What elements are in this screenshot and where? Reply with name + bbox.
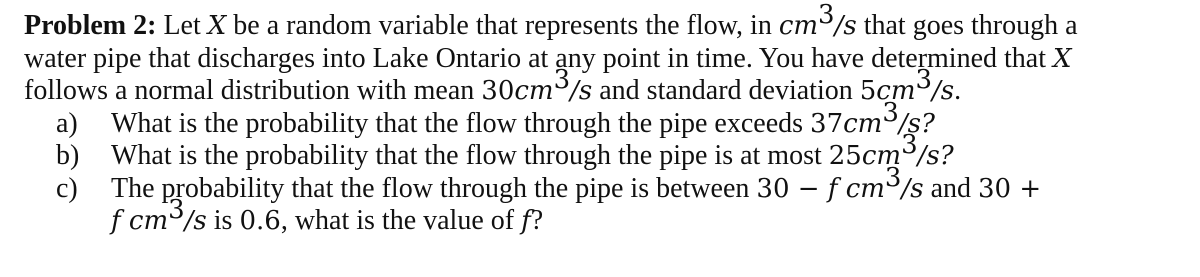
threshold-value: 37 [810,108,844,139]
math-variable-f: f [827,173,838,204]
math-variable-x: X [207,11,227,41]
problem-line-2 [24,43,1184,76]
text-segment: that goes through a [856,10,1078,41]
text-segment: What is the probability that the flow through the pipe is at most [111,140,829,171]
unit-exponent: 3 [884,162,902,193]
math-variable-x: X [1053,43,1072,74]
unit-exponent: 3 [168,195,185,225]
math-expression: 30 − [756,173,828,204]
unit-cm: cm [837,173,885,204]
unit-per-second: /s [901,173,924,204]
unit-cm: cm [778,11,819,41]
threshold-value: 25 [828,141,862,171]
unit-per-second: /s [834,11,857,41]
list-item-c [24,162,1184,206]
unit-exponent: 3 [553,65,571,95]
text-segment: be a random variable that represents the flow, in [226,10,779,41]
item-marker: c) [56,172,78,204]
item-marker: b) [56,140,80,171]
text-segment: . [954,75,962,106]
problem-document [24,0,1184,238]
text-segment: ? [530,205,544,236]
text-segment: Let [156,10,208,41]
unit-exponent: 3 [818,0,835,30]
item-marker: a) [56,107,78,139]
unit-per-second: /s [184,206,207,236]
list-item-b [24,130,1184,173]
unit-exponent: 3 [915,65,933,95]
unit-cm: cm [861,141,902,171]
unit-per-second: /s [570,76,593,106]
text-segment: What is the probability that the flow through the pipe exceeds [111,107,811,139]
mean-value: 30 [481,76,515,106]
text-segment: is [206,205,240,236]
unit-cm: cm [843,108,883,139]
sd-value: 5 [859,76,877,106]
list-item-a [24,97,1184,141]
text-segment: water pipe that discharges into Lake Ontario at any point in time. You have determined that [24,42,1053,74]
list-item-c-continuation [24,195,1184,238]
math-expression: 30 + [978,173,1042,204]
problem-line-1 [24,0,1184,43]
unit-cm: cm [876,76,916,106]
unit-per-second: /s? [917,141,954,171]
unit-per-second: /s? [898,108,935,139]
problem-line-3 [24,65,1184,108]
math-variable-f: f [521,206,531,236]
text-segment: follows a normal distribution with mean [24,75,482,106]
text-segment: The probability that the flow through the pipe is between [111,172,757,204]
unit-exponent: 3 [882,97,899,128]
probability-value: 0.6 [239,206,281,236]
text-segment: and [923,172,979,204]
math-variable-f: f [111,206,121,236]
text-segment: , what is the value of [280,205,522,236]
unit-cm: cm [514,76,554,106]
text-segment: and standard deviation [592,75,860,106]
unit-exponent: 3 [901,130,918,160]
unit-cm: cm [120,206,169,236]
unit-per-second: /s [932,76,955,106]
problem-label: Problem 2: [24,10,157,41]
